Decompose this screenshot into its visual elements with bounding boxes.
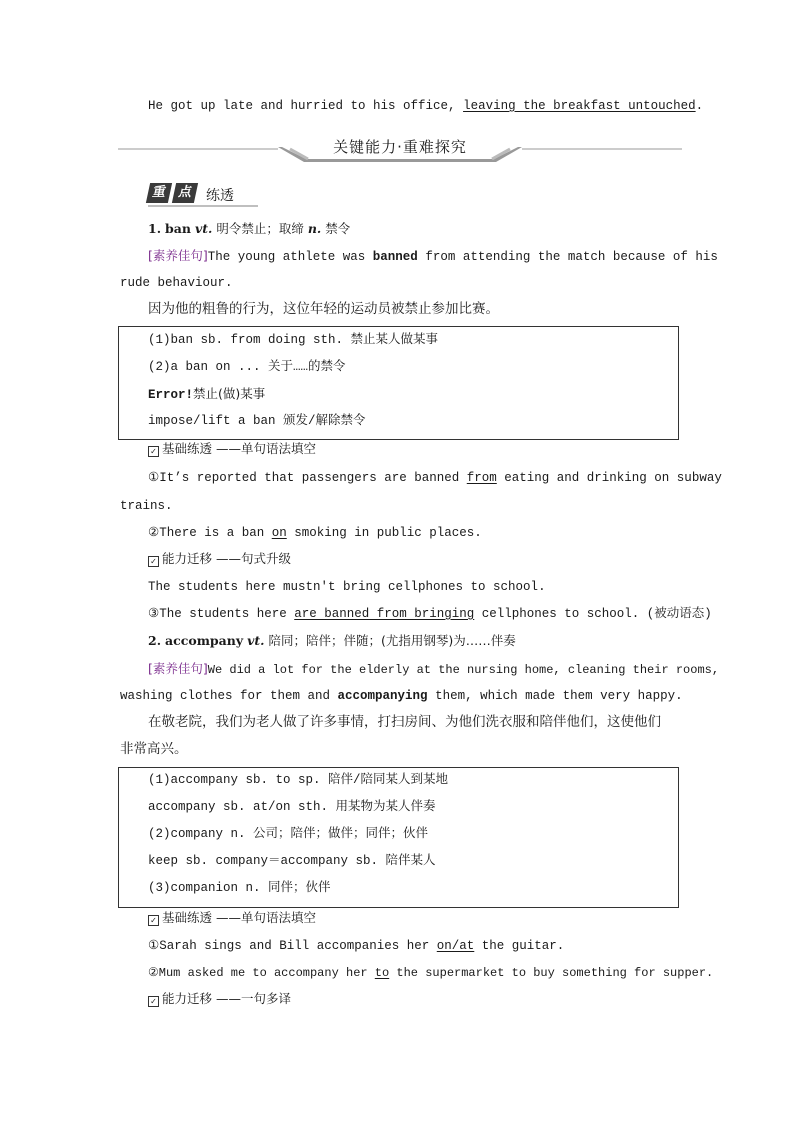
item1-ex1-q2-text-post: smoking in public places. xyxy=(286,526,482,540)
item1-ex1-q1-answer: from xyxy=(466,471,497,485)
item2-pos1: vt. xyxy=(247,633,265,648)
intro-period: . xyxy=(695,99,704,113)
intro-answer: leaving the breakfast untouched xyxy=(463,99,696,113)
item1-ex1-title: 基础练透 xyxy=(162,441,213,456)
item2-ex1-heading xyxy=(148,910,316,926)
item1-def2: 禁令 xyxy=(325,221,351,236)
item2-sentence-c: them, which made them very happy. xyxy=(427,689,683,703)
item1-box-line3-text: 禁止(做)某事 xyxy=(193,386,266,401)
intro-sentence xyxy=(148,98,703,114)
item1-ex1-q1 xyxy=(148,470,722,486)
item2-box-line3: (2)company n. 公司；陪伴；做伴；同伴；伙伴 xyxy=(148,827,429,841)
item1-ex1-q1-text: ①It’s reported that passengers are banned xyxy=(148,471,467,485)
item1-quote-line2: rude behaviour. xyxy=(120,276,233,290)
item1-box-line3 xyxy=(148,386,265,403)
item2-def1: 陪同；陪伴；伴随；(尤指用钢琴)为……伴奏 xyxy=(268,633,516,648)
item1-ex1-heading xyxy=(148,441,316,457)
item1-ex1-q2-answer: on xyxy=(271,526,287,540)
item2-ex1-q2-answer: to xyxy=(374,966,390,980)
item1-ex1-q1-text-post: eating and drinking on subway xyxy=(496,471,722,485)
item1-ex2-heading xyxy=(148,551,291,567)
item1-quote-tag: [素养佳句] xyxy=(148,248,208,263)
tag-char-2: 点 xyxy=(172,183,198,203)
item2-ex2-heading xyxy=(148,991,291,1007)
item1-box-line4: impose/lift a ban 颁发/解除禁令 xyxy=(148,414,366,428)
item2-ex1-q2-text-post: the supermarket to buy something for supper. xyxy=(389,966,714,980)
item2-quote-tag: [素养佳句] xyxy=(148,661,208,676)
item2-ex1-title: 基础练透 xyxy=(162,910,213,925)
item1-heading xyxy=(148,221,350,237)
item2-ex2-title: 能力迁移 xyxy=(162,991,213,1006)
item1-def1: 明令禁止；取缔 xyxy=(216,221,304,236)
item1-box-error: Error! xyxy=(148,388,194,402)
item1-ex2-title: 能力迁移 xyxy=(162,551,213,566)
item1-translation: 因为他的粗鲁的行为，这位年轻的运动员被禁止参加比赛。 xyxy=(148,301,499,317)
item2-ex1-q2 xyxy=(148,965,713,981)
item2-sentence-b: washing clothes for them and xyxy=(120,689,338,703)
item2-ex1-q1 xyxy=(148,938,564,954)
item1-ex2-q3-answer: are banned from bringing xyxy=(294,607,475,621)
item2-box-line5: (3)companion n. 同伴；伙伴 xyxy=(148,881,331,895)
item1-pos1: vt. xyxy=(194,221,213,236)
item2-box-line1: (1)accompany sb. to sp. 陪伴/陪同某人到某地 xyxy=(148,773,449,787)
item1-ex2-q3-text: ③The students here xyxy=(148,607,295,621)
item2-sentence-bold: accompanying xyxy=(337,689,428,703)
item2-box-line4: keep sb. company＝accompany sb. 陪伴某人 xyxy=(148,854,436,868)
item2-translation-1: 在敬老院，我们为老人做了许多事情，打扫房间、为他们洗衣服和陪伴他们，这使他们 xyxy=(148,714,661,730)
item2-sentence-a: We did a lot for the elderly at the nursing home, cleaning their rooms, xyxy=(207,663,720,677)
tag-underline xyxy=(148,203,258,209)
item2-number: 2. xyxy=(148,633,162,648)
intro-sentence-text: He got up late and hurried to his office, xyxy=(148,99,464,113)
item2-ex1-q1-text: ①Sarah sings and Bill accompanies her xyxy=(148,939,437,953)
item2-box-line2: accompany sb. at/on sth. 用某物为某人伴奏 xyxy=(148,800,436,814)
item2-ex2-subtitle: ——一句多译 xyxy=(216,991,292,1006)
item1-ex1-q2-text: ②There is a ban xyxy=(148,526,272,540)
item2-ex1-q1-text-post: the guitar. xyxy=(474,939,565,953)
item1-pos2: n. xyxy=(307,221,322,236)
item1-number: 1. xyxy=(148,221,162,236)
item1-box-line2: (2)a ban on ... 关于……的禁令 xyxy=(148,360,346,374)
item1-ex2-q3-text-post: cellphones to school. (被动语态) xyxy=(474,607,712,621)
item2-translation-2: 非常高兴。 xyxy=(120,741,188,757)
tag-label: 练透 xyxy=(206,188,234,204)
item1-ex1-q1-cont: trains. xyxy=(120,499,173,513)
item1-word: ban xyxy=(165,221,191,236)
item2-ex1-q1-answer: on/at xyxy=(436,939,475,953)
item1-sentence-a: The young athlete was xyxy=(207,250,373,264)
item1-ex2-subtitle: ——句式升级 xyxy=(216,551,292,566)
item1-box-line1: (1)ban sb. from doing sth. 禁止某人做某事 xyxy=(148,333,439,347)
checkbox-icon: ✓ xyxy=(148,446,159,457)
item2-quote-line1 xyxy=(148,661,719,678)
section-tag xyxy=(148,183,258,205)
item2-heading xyxy=(148,633,516,649)
item1-ex1-subtitle: ——单句语法填空 xyxy=(216,441,317,456)
item1-ex2-q3 xyxy=(148,606,712,622)
item2-quote-line2 xyxy=(120,688,683,704)
tag-char-1: 重 xyxy=(146,183,172,203)
checkbox-icon: ✓ xyxy=(148,556,159,567)
item2-ex1-subtitle: ——单句语法填空 xyxy=(216,910,317,925)
item1-ex1-q2 xyxy=(148,525,482,541)
checkbox-icon: ✓ xyxy=(148,915,159,926)
item1-quote-line1 xyxy=(148,248,718,265)
item2-ex1-q2-text: ②Mum asked me to accompany her xyxy=(148,966,375,980)
section-banner xyxy=(118,134,682,166)
banner-title: 关键能力·重难探究 xyxy=(333,138,467,156)
item2-word: accompany xyxy=(165,633,244,648)
item1-sentence-bold: banned xyxy=(372,250,418,264)
checkbox-icon: ✓ xyxy=(148,996,159,1007)
item1-ex2-source: The students here mustn't bring cellphones to school. xyxy=(148,580,546,594)
item1-sentence-b: from attending the match because of his xyxy=(417,250,718,264)
